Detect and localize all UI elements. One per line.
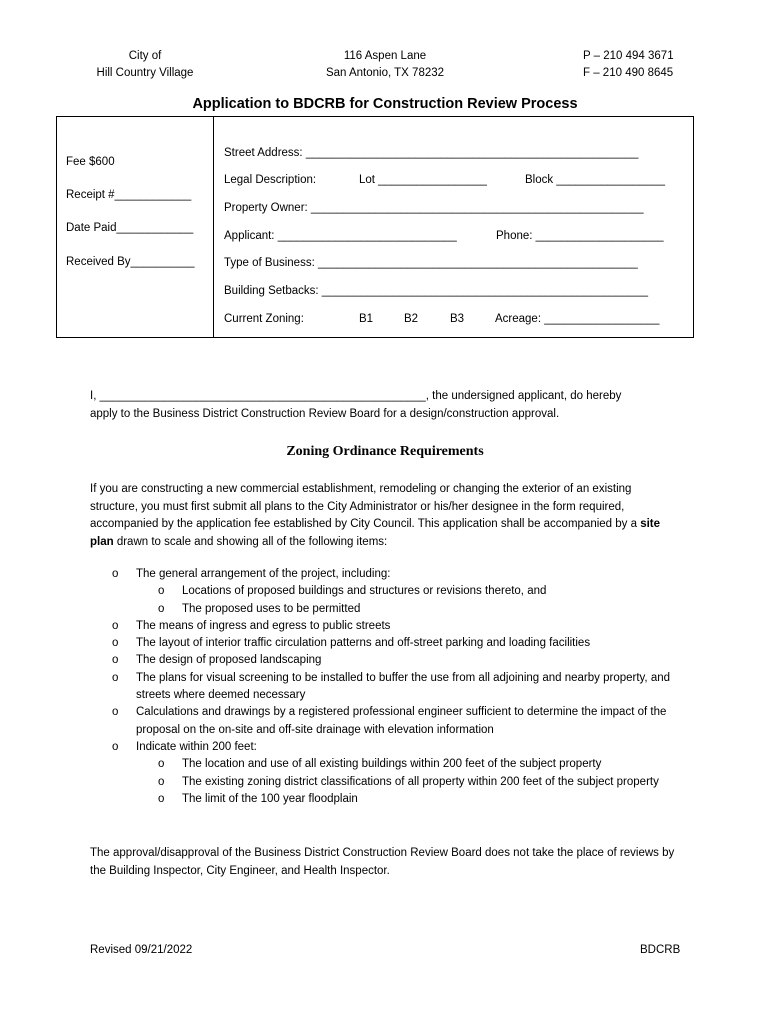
acreage-field[interactable]: Acreage: __________________	[495, 313, 660, 325]
list-item-text: The limit of the 100 year floodplain	[182, 792, 358, 805]
form-divider	[213, 116, 214, 338]
phone-field[interactable]: Phone: ____________________	[496, 230, 664, 242]
list-item	[112, 704, 682, 739]
type-of-business-field[interactable]: Type of Business: __________________________________________________	[224, 257, 638, 269]
city-address	[305, 48, 465, 82]
intro-text: If you are constructing a new commercial establishment, remodeling or changing the exterior of an existing structure, you must first submit all plans to the City Administrator or his/her designee in the form required, accompanied by the application fee established by City Council. This application shall be accompanied by a	[90, 483, 641, 530]
zoning-option-b1[interactable]: B1	[359, 313, 374, 325]
bullet-circle-icon: o	[112, 637, 119, 650]
requirements-list	[112, 566, 682, 808]
fee-label: Fee $600	[66, 156, 115, 168]
bullet-circle-icon: o	[158, 758, 165, 771]
list-item-text: Calculations and drawings by a registered professional engineer sufficient to determine the impact of the proposal on the on-site and off-site drainage with elevation information	[136, 706, 667, 736]
applicant-field[interactable]: Applicant: ____________________________	[224, 230, 457, 242]
received-by-field[interactable]: Received By__________	[66, 256, 195, 268]
city-name	[80, 48, 210, 82]
address-line-2: San Antonio, TX 78232	[325, 67, 445, 79]
contact-numbers	[583, 48, 674, 82]
bullet-circle-icon: o	[112, 568, 119, 580]
street-address-field[interactable]: Street Address: ____________________________________________________	[224, 147, 639, 159]
page-title: Application to BDCRB for Construction Review Process	[192, 96, 578, 112]
section-title: Zoning Ordinance Requirements	[286, 444, 484, 459]
applicant-declaration-line-1[interactable]: I, ___________________________________________________, the undersigned applicant, do hereby	[90, 390, 622, 402]
bullet-circle-icon: o	[112, 671, 119, 684]
list-item-text: Locations of proposed buildings and structures or revisions thereto, and	[182, 585, 547, 598]
fax-number: F – 210 490 8645	[583, 67, 674, 79]
list-item	[158, 756, 682, 773]
applicant-declaration-line-2: apply to the Business District Construction Review Board for a design/construction approval.	[90, 408, 560, 420]
list-item	[158, 583, 682, 600]
closing-paragraph: The approval/disapproval of the Business District Construction Review Board does not take the place of reviews by the Building Inspector, City Engineer, and Health Inspector.	[90, 847, 675, 877]
zoning-option-b3[interactable]: B3	[450, 313, 465, 325]
list-item-text: Indicate within 200 feet:	[136, 740, 257, 753]
current-zoning-label: Current Zoning:	[224, 313, 304, 325]
lot-field[interactable]: Lot _________________	[359, 174, 487, 186]
bullet-circle-icon: o	[112, 706, 119, 719]
list-item-text: The proposed uses to be permitted	[182, 602, 361, 615]
list-item	[112, 652, 682, 669]
list-item	[112, 635, 682, 652]
address-line-1: 116 Aspen Lane	[343, 50, 427, 62]
list-item	[112, 566, 682, 618]
list-item-text: The design of proposed landscaping	[136, 654, 322, 667]
bullet-circle-icon: o	[158, 775, 165, 788]
zoning-option-b2[interactable]: B2	[404, 313, 419, 325]
block-field[interactable]: Block _________________	[525, 174, 666, 186]
intro-paragraph	[90, 481, 680, 551]
property-owner-field[interactable]: Property Owner: ____________________________________________________	[224, 202, 644, 214]
list-item-text: The plans for visual screening to be installed to buffer the use from all adjoining and nearby property, and streets where deemed necessary	[136, 671, 671, 702]
bullet-circle-icon: o	[112, 619, 119, 632]
bullet-circle-icon: o	[112, 740, 119, 753]
list-item	[112, 739, 682, 808]
city-line-2: Hill Country Village	[96, 67, 194, 79]
list-item	[158, 791, 682, 808]
list-item	[158, 774, 682, 791]
list-item-text: The location and use of all existing buildings within 200 feet of the subject property	[182, 758, 602, 771]
list-item-text: The general arrangement of the project, including:	[136, 568, 391, 580]
city-line-1: City of	[128, 50, 162, 62]
list-item-text: The layout of interior traffic circulation patterns and off-street parking and loading facilities	[136, 637, 591, 650]
list-item-text: The existing zoning district classifications of all property within 200 feet of the subject property	[182, 775, 659, 788]
legal-description-label: Legal Description:	[224, 174, 317, 186]
list-item-text: The means of ingress and egress to public streets	[136, 619, 391, 632]
intro-text-end: drawn to scale and showing all of the following items:	[113, 535, 388, 548]
bullet-circle-icon: o	[112, 654, 119, 667]
bullet-circle-icon: o	[158, 792, 165, 805]
phone-number: P – 210 494 3671	[583, 50, 674, 62]
revision-date: Revised 09/21/2022	[90, 944, 193, 956]
building-setbacks-field[interactable]: Building Setbacks: ___________________________________________________	[224, 285, 648, 297]
list-item	[112, 670, 682, 705]
receipt-field[interactable]: Receipt #____________	[66, 189, 192, 201]
site-plan-emphasis: site plan	[90, 518, 661, 548]
bullet-circle-icon: o	[158, 585, 165, 598]
bullet-circle-icon: o	[158, 602, 165, 615]
list-item	[158, 601, 682, 618]
list-item	[112, 618, 682, 635]
form-code: BDCRB	[640, 944, 681, 956]
date-paid-field[interactable]: Date Paid____________	[66, 222, 194, 234]
